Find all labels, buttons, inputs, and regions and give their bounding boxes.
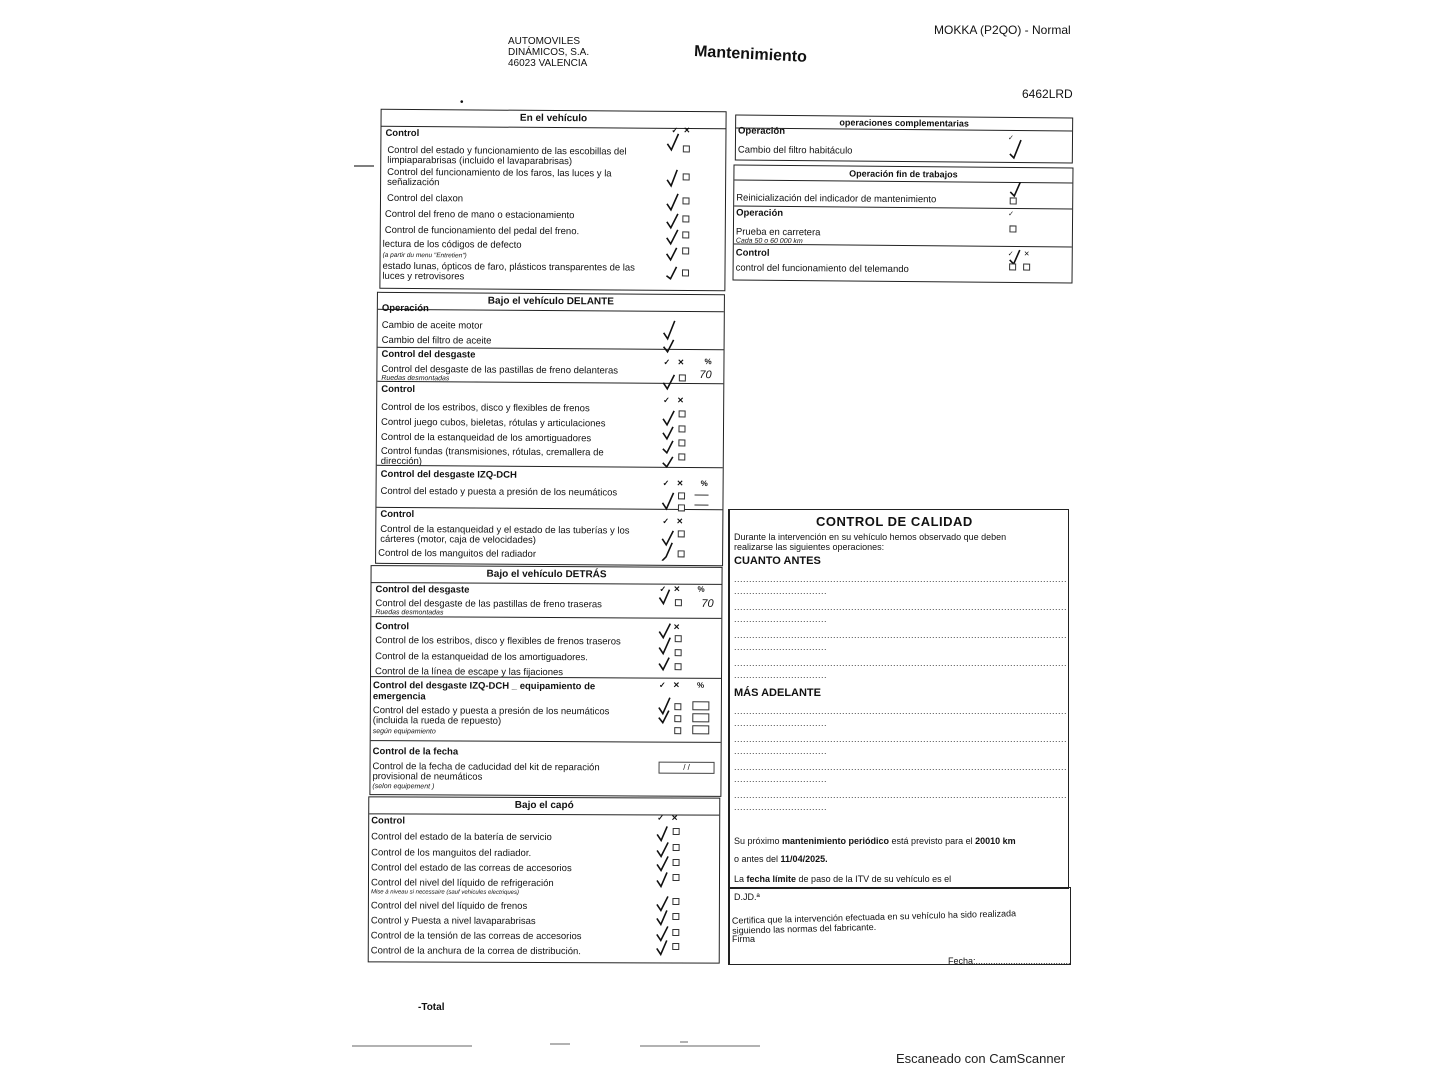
svg-text:✕: ✕ <box>1023 251 1030 259</box>
row-claxon: Control del claxon <box>386 192 464 205</box>
row-neumaticos-detras: Control del estado y puesta a presión de los neumáticos (incluida la rueda de repuesto) <box>372 705 610 727</box>
en-vehiculo-checkmarks <box>664 130 695 280</box>
dotted-line: ............................... <box>734 642 828 652</box>
svg-text:✕: ✕ <box>676 478 684 488</box>
row-tuberias: Control de la estanqueidad y el estado de las tuberías y los cárteres (motor, caja de velocidades) <box>380 523 630 546</box>
row-prueba-carretera: Prueba en carretera <box>735 226 821 239</box>
row-codigos: lectura de los códigos de defecto (a partir du menu "Entretien") <box>382 238 522 260</box>
row-pastillas-delanteras: Control del desgaste de las pastillas de freno delanteras <box>381 363 619 377</box>
kit-fecha-field: / / <box>659 762 715 774</box>
scan-edge-mark-left <box>354 160 376 174</box>
delante-control2-title: Control <box>380 508 415 521</box>
delante-box <box>375 292 725 566</box>
firma-label: Firma <box>732 934 755 944</box>
page-title: Mantenimiento <box>693 43 808 66</box>
delante-control-title: Control <box>381 383 416 396</box>
dotted-line: ............................... <box>734 670 828 680</box>
delante-checkmarks <box>660 309 722 561</box>
row-escobillas: Control del estado y funcionamiento de las escobillas del limpiaparabrisas (incluido el lavaparabrisas) <box>387 144 627 168</box>
svg-text:%: % <box>696 680 705 690</box>
row-fundas: Control fundas (transmisiones, rótulas, cremallera de dirección) <box>380 445 604 468</box>
selon-equipement-note: (selon equipement ) <box>372 783 435 791</box>
row-pastillas-traseras: Control del desgaste de las pastillas de freno traseras <box>375 598 602 611</box>
row-telemando: control del funcionamiento del telemando <box>735 262 909 276</box>
svg-text:✕: ✕ <box>673 622 681 632</box>
row-pedal-freno: Control de funcionamiento del pedal del freno. <box>384 224 580 238</box>
delante-title: Bajo el vehículo DELANTE <box>378 293 724 312</box>
svg-text:✕: ✕ <box>676 516 684 526</box>
company-line-2: DINÁMICOS, S.A. <box>508 47 590 58</box>
row-escape: Control de la línea de escape y las fijaciones <box>375 666 564 679</box>
dotted-line: ............................... <box>734 614 828 624</box>
dotted-line: ............................................................................................................... <box>734 574 1068 584</box>
svg-text:✓: ✓ <box>1007 134 1014 142</box>
row-tension-correas: Control de la tensión de las correas de accesorios <box>370 930 582 943</box>
pastillas-delanteras-pct: 70 <box>699 369 712 382</box>
habitaculo-check <box>1006 132 1030 160</box>
calidad-intro: Durante la intervención en su vehículo hemos observado que deben realizarse las siguientes operaciones: <box>734 532 1007 552</box>
row-aceite-motor: Cambio de aceite motor <box>381 319 483 332</box>
fecha-label: Fecha:...................................... <box>948 956 1071 966</box>
en-vehiculo-title: En el vehículo <box>382 110 726 129</box>
row-kit-reparacion: Control de la fecha de caducidad del kit de reparación provisional de neumáticos <box>372 761 600 783</box>
row-neumaticos-delante: Control del estado y puesta a presión de los neumáticos <box>380 485 618 499</box>
company-address <box>508 36 589 69</box>
scan-edge-mark <box>350 1038 770 1050</box>
complementarias-title: operaciones complementarias <box>736 116 1072 132</box>
svg-text:✕: ✕ <box>673 584 681 594</box>
djd-label: D.JD.ª <box>734 892 760 902</box>
company-line-3: 46023 VALENCIA <box>508 58 588 69</box>
svg-text:✕: ✕ <box>671 813 678 823</box>
certificado-box <box>728 887 1071 965</box>
vehicle-model: MOKKA (P2QO) - Normal <box>934 23 1071 37</box>
svg-text:✓: ✓ <box>659 584 667 594</box>
row-bateria: Control del estado de la batería de servicio <box>371 831 552 844</box>
refrigeracion-note: Mise à niveau si necessaire (sauf vehicules electriques) <box>370 889 520 896</box>
col-x-label: ✕ <box>683 125 691 135</box>
svg-text:✕: ✕ <box>672 680 680 690</box>
dotted-line: ............................... <box>734 774 828 784</box>
company-line-1: AUTOMOVILES <box>508 36 581 47</box>
row-faros: Control del funcionamiento de los faros, las luces y la señalización <box>387 166 612 189</box>
calidad-title: CONTROL DE CALIDAD <box>816 514 973 529</box>
segun-equipamiento-note: según equipamiento <box>372 728 436 736</box>
antes-del: o antes del 11/04/2025. <box>734 854 828 864</box>
complementarias-op-title: Operación <box>738 125 786 137</box>
dotted-line: ............................................................................................................... <box>734 602 1068 612</box>
col-ok-label: ✓ <box>671 125 679 135</box>
pct-label: % <box>704 357 712 367</box>
en-vehiculo-box <box>379 109 726 291</box>
dotted-line: ............................... <box>734 718 828 728</box>
row-correa-distribucion: Control de la anchura de la correa de distribución. <box>370 945 581 958</box>
svg-text:%: % <box>700 479 708 489</box>
dotted-line: ............................................................................................................... <box>734 706 1068 716</box>
fin-op-title: Operación <box>736 207 784 219</box>
delante-desgaste-title: Control del desgaste <box>381 348 476 361</box>
cuanto-antes-label: CUANTO ANTES <box>734 555 821 567</box>
total-label: -Total <box>418 1002 445 1013</box>
complementarias-box <box>735 115 1073 164</box>
camscanner-watermark: Escaneado con CamScanner <box>896 1051 1066 1066</box>
detras-emergencia-title: Control del desgaste IZQ-DCH _ equipamiento de emergencia <box>372 680 596 703</box>
svg-text:✓: ✓ <box>658 680 666 690</box>
row-cubos: Control juego cubos, bieletas, rótulas y articulaciones <box>381 416 606 430</box>
fin-trabajos-title: Operación fin de trabajos <box>734 166 1072 184</box>
detras-title: Bajo el vehículo DETRÁS <box>372 566 722 585</box>
pastillas-traseras-pct: 70 <box>701 597 714 610</box>
dotted-line: ............................................................................................................... <box>734 790 1068 800</box>
detras-desgaste-title: Control del desgaste <box>375 584 470 596</box>
row-amortiguadores: Control de la estanqueidad de los amortiguadores <box>380 431 592 445</box>
delante-op-title: Operación <box>381 302 429 315</box>
svg-text:✓: ✓ <box>657 813 664 823</box>
mas-adelante-label: MÁS ADELANTE <box>734 687 821 699</box>
fecha-limite-itv: La fecha límite de paso de la ITV de su vehículo es el <box>734 874 952 884</box>
dotted-line: ............................... <box>734 746 828 756</box>
dotted-line: ............................................................................................................... <box>734 630 1068 640</box>
license-plate: 6462LRD <box>1022 87 1073 101</box>
fin-control-title: Control <box>735 247 770 259</box>
row-amortiguadores-traseros: Control de la estanqueidad de los amortiguadores. <box>375 651 588 664</box>
dotted-line: ............................... <box>734 802 828 812</box>
calidad-box <box>728 509 1069 889</box>
row-manguitos: Control de los manguitos del radiador <box>378 547 537 560</box>
ruedas-desmontadas-note-2: Ruedas desmontadas <box>375 609 444 617</box>
detras-checkmarks <box>657 582 720 742</box>
svg-text:✕: ✕ <box>677 395 684 405</box>
row-liquido-frenos: Control del nivel del líquido de frenos <box>370 900 528 912</box>
fin-trabajos-box <box>733 165 1074 284</box>
prueba-note: Cada 50 o 60 000 km <box>735 237 803 246</box>
capo-box <box>368 796 721 963</box>
ruedas-desmontadas-note: Ruedas desmontadas <box>381 374 450 383</box>
svg-text:✕: ✕ <box>677 357 685 367</box>
dotted-line: ............................................................................................................... <box>734 734 1068 744</box>
row-lunas: estado lunas, ópticos de faro, plásticos transparentes de las luces y retrovisores <box>382 260 636 283</box>
svg-text:%: % <box>697 584 705 594</box>
capo-checkmarks <box>655 812 696 960</box>
svg-text:✓: ✓ <box>1008 210 1014 218</box>
svg-text:✓: ✓ <box>662 516 670 526</box>
fin-trabajos-checks <box>1006 182 1047 278</box>
row-lavaparabrisas: Control y Puesta a nivel lavaparabrisas <box>370 915 536 927</box>
dotted-line: ............................................................................................................... <box>734 658 1068 668</box>
row-freno-mano: Control del freno de mano o estacionamiento <box>384 208 575 222</box>
dotted-line: ............................................................................................................... <box>734 762 1068 772</box>
svg-text:✓: ✓ <box>1007 250 1014 258</box>
capo-title: Bajo el capó <box>369 797 719 815</box>
detras-box <box>369 565 722 797</box>
dotted-line: ............................... <box>734 586 828 596</box>
row-estribos-traseros: Control de los estribos, disco y flexibles de frenos traseros <box>375 635 621 648</box>
certifica-text: Certifica que la intervención efectuada en su vehículo ha sido realizada siguiendo las normas del fabricante. <box>731 908 1017 936</box>
detras-control-title: Control <box>375 621 410 633</box>
row-manguitos-radiador: Control de los manguitos del radiador. <box>371 847 532 859</box>
speck: • <box>460 97 464 108</box>
capo-control-title: Control <box>371 815 406 827</box>
detras-fecha-title: Control de la fecha <box>372 746 459 758</box>
row-correas: Control del estado de las correas de accesorios <box>371 862 572 875</box>
svg-text:✓: ✓ <box>662 478 670 488</box>
delante-izq-title: Control del desgaste IZQ-DCH <box>380 468 517 481</box>
en-vehiculo-section: Control <box>385 127 420 140</box>
row-refrigeracion: Control del nivel del líquido de refrigeración <box>370 877 554 890</box>
row-filtro-habitaculo: Cambio del filtro habitáculo <box>737 144 853 157</box>
row-reinicializacion: Reinicialización del indicador de mantenimiento <box>736 192 937 206</box>
svg-text:✓: ✓ <box>663 395 670 405</box>
svg-text:✓: ✓ <box>663 357 671 367</box>
row-estribos: Control de los estribos, disco y flexibles de frenos <box>381 401 590 415</box>
proximo-mantenimiento: Su próximo mantenimiento periódico está previsto para el 20010 km <box>734 836 1016 846</box>
row-filtro-aceite: Cambio del filtro de aceite <box>381 334 492 347</box>
